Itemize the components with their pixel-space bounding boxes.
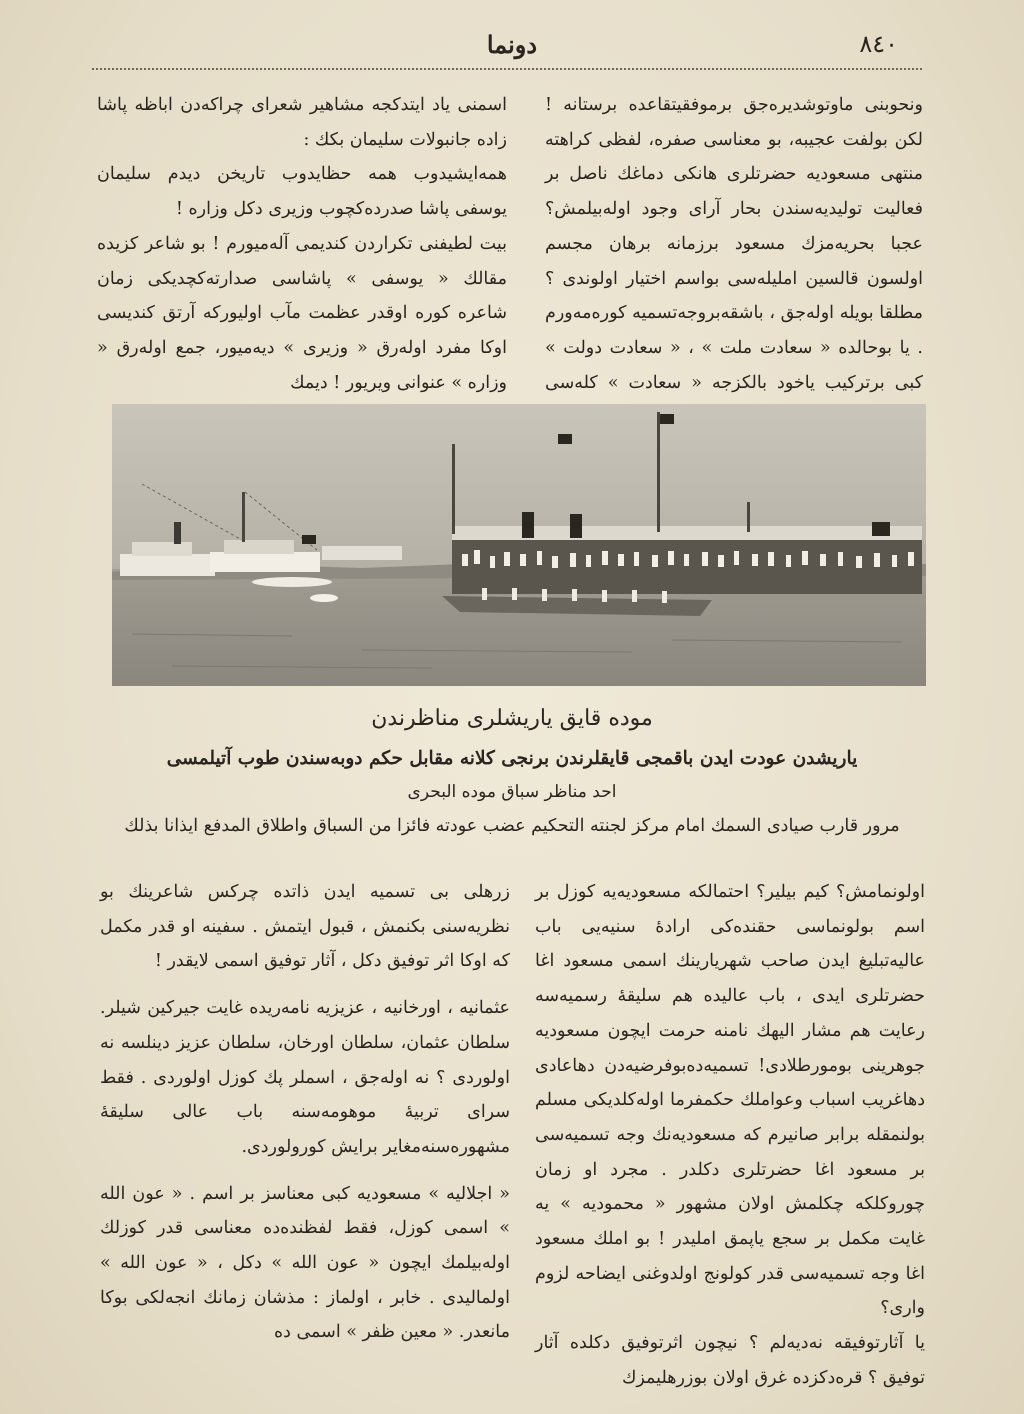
paragraph: اولونمامش؟ کیم بیلیر؟ احتمالکه مسعودیەیه کوزل بر اسم بولونماسی حقندەکی ارادۀ سنیەیی باب عالیەتبلیغ ایدن صاحب شهریارینك اسمی مسعود اغا حضرتلری ایدی ، باب عالیدە هم سلیقۀ رسمیەسە رعایت هم مشار الیهك نامنه حرمت ایچون مسعودیه جوهرینی بومورطلادی! تسمیەدەبوفرضیەدن دهاعادی دهاغریب اسباب وعواملك حکمفرما اولەکلدیکی مسلم بولنمقله برابر صانیرم که مسعودیەنك وجه تسمیەسی بر مسعود اغا حضرتلری دکلدر . مجرد او زمان چوروکلکه چکلمش اولان مشهور « محمودیه » یه غایت مکمل بر سجع یاپمق املیدر ! بو املك مسعود اغا وجه تسمیەسی قدر کولونج اولدوغنی ایضاحه لزوم واری؟ bbox=[535, 882, 925, 1319]
column-right-top bbox=[545, 88, 923, 435]
regatta-photo bbox=[112, 404, 926, 686]
paragraph: عثمانیه ، اورخانیه ، عزیزیه نامەریده غایت جیرکین شیلر. سلطان عثمان، سلطان اورخان، سلطان عزیز دینلسه نه اولوردی ؟ نه اولەجق ، اسملر پك کوزل اولوردی . فقط سرای تربیۀ موهومەسنه باب عالی سلیقۀ مشهورەسنەمغایر برایش کورولوردی. bbox=[100, 998, 510, 1157]
photo-caption-arabic: مرور قارب صیادی السمك امام مرکز لجنته التحکیم عضب عودته فائزا من السباق واطلاق المدفع ایذانا بذلك bbox=[124, 816, 900, 836]
regatta-photo-illustration bbox=[112, 404, 926, 686]
column-left-bottom bbox=[100, 875, 510, 1350]
photo-caption-ottoman: یاریشدن عودت ایدن باقمجی قایقلرندن برنجی کلانه مقابل حکم دوبەسندن طوب آتیلمسی bbox=[166, 748, 858, 769]
paragraph: اسمنی یاد ایتدکجه مشاهیر شعرای چراکەدن اباظه پاشا زاده جانبولات سلیمان بکك : bbox=[97, 95, 507, 150]
paragraph: ونحوبنی ماوتوشدیرەجق برموفقیتقاعدە برستانە ! لکن بولفت عجیبه، بو معناسی صفرە، لفظی کراهته منتهی مسعودیه حضرتلری هانکی دماغك ناصل بر فعالیت تولیدیەسندن بحار آرای وجود اولەبیلمش؟ عجبا بحریەمزك مسعود برزمانه برهان مجسم اولسون قالسین املیلەسی بواسم اختیار اولوندی ؟ مطلقا بویله اولەجق ، باشقەبروجەتسمیه کورەمەورم . یا بوحالده « سعادت ملت » ، « سعادت دولت » کبی برترکیب یاخود بالکزجه « سعادت » کلەسی bbox=[545, 95, 923, 393]
column-right-bottom bbox=[535, 875, 925, 1396]
verse: همەایشیدوب همه حظایدوب تاریخن دیدم سلیمان یوسفی پاشا صدردەکچوب وزیری دکل وزاره ! bbox=[97, 164, 507, 220]
journal-title: دونما bbox=[486, 30, 538, 59]
page-header bbox=[0, 28, 1024, 68]
paragraph: بیت لطیفنی تکراردن کندیمی آلەمیورم ! بو شاعر کزیده مقالك « یوسفی » پاشاسی صدارتەکچدیکی زمان شاعره کوره اوقدر عظمت مآب اولیورکه آرتق کندیسی اوکا مفرد اولەرق « وزیری » دیەمیور، جمع اولەرق « وزاره » عنوانی ویریور ! دیمك bbox=[97, 233, 507, 393]
photo-caption-arabic-heading: احد مناظر سباق موده البحری bbox=[407, 782, 617, 802]
paragraph: یا آثارتوفیقه نەدیەلم ؟ نیچون اثرتوفیق دکلده آثار توفیق ؟ قرەدکزده غرق اولان بوزرهلیمزك bbox=[535, 1333, 925, 1388]
column-left-top bbox=[97, 88, 507, 400]
paragraph: زرهلی بی تسمیه ایدن ذاتده چرکس شاعرینك بو نظریەسنی بکنمش ، قبول ایتمش . سفینه او قدر مکمل که اوکا اثر توفیق دکل ، آثار توفیق اسمی لایقدر ! bbox=[100, 882, 510, 972]
header-rule bbox=[92, 68, 922, 70]
page-number: ٨٤٠ bbox=[859, 30, 898, 58]
photo-caption-title: موده قایق یاریشلری مناظرندن bbox=[371, 706, 653, 731]
paragraph: « اجلالیه » مسعودیه کبی معناسز بر اسم . « عون الله » اسمی کوزل، فقط لفظندەده معناسی قدر کوزلك اولەبیلمك ایچون « عون الله » دکل ، « عون الله » اولمالیدی . خابر ، اولماز : مذشان زمانك انجەلکی بوکا مانعدر. « معین ظفر » اسمی ده bbox=[100, 1183, 510, 1343]
